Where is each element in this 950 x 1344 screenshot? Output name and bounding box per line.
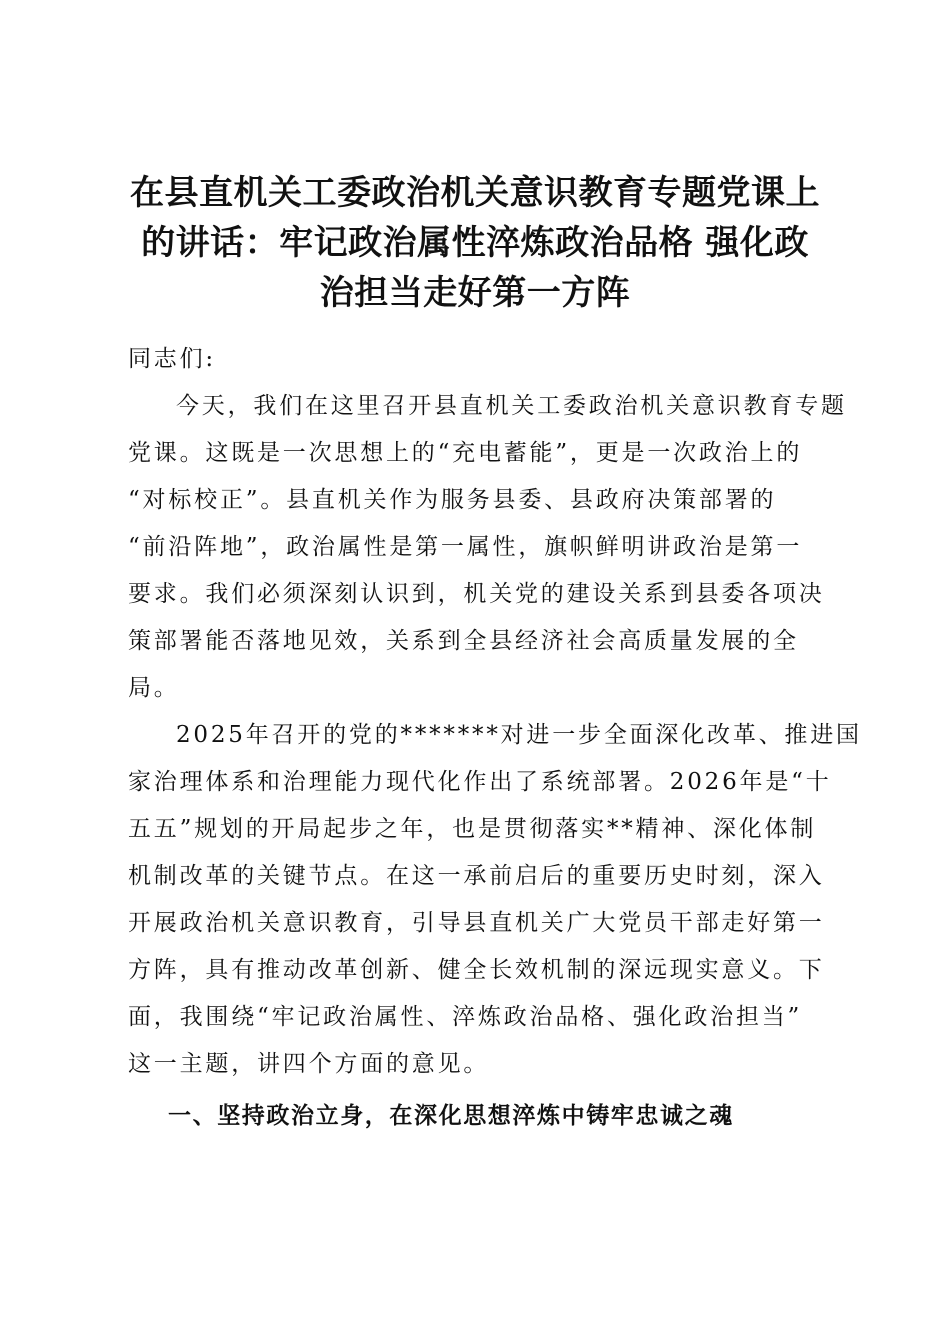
paragraph-1-line: 今天，我们在这里召开县直机关工委政治机关意识教育专题 xyxy=(176,393,847,419)
paragraph-2-line: 五五”规划的开局起步之年，也是贯彻落实**精神、深化体制 xyxy=(128,816,817,842)
title-line-1: 在县直机关工委政治机关意识教育专题党课上 xyxy=(130,173,820,213)
document-title xyxy=(110,168,840,318)
paragraph-2-line: 机制改革的关键节点。在这一承前启后的重要历史时刻，深入 xyxy=(128,863,825,889)
paragraph-2-line: 开展政治机关意识教育，引导县直机关广大党员干部走好第一 xyxy=(128,910,825,936)
title-line-2: 的讲话：牢记政治属性淬炼政治品格 强化政 xyxy=(141,223,809,263)
section-heading-1: 一、坚持政治立身，在深化思想淬炼中铸牢忠诚之魂 xyxy=(168,1103,734,1129)
document-body xyxy=(128,336,862,1140)
paragraph-2 xyxy=(128,712,862,1088)
paragraph-1 xyxy=(128,383,847,712)
title-line-3: 治担当走好第一方阵 xyxy=(319,273,631,313)
paragraph-1-line: 局。 xyxy=(128,675,180,701)
paragraph-1-line: 党课。这既是一次思想上的“充电蓄能”，更是一次政治上的 xyxy=(128,440,803,466)
paragraph-2-line: 面，我围绕“牢记政治属性、淬炼政治品格、强化政治担当” xyxy=(128,1004,803,1030)
paragraph-2-line: 这一主题，讲四个方面的意见。 xyxy=(128,1051,490,1077)
paragraph-1-line: “对标校正”。县直机关作为服务县委、县政府决策部署的 xyxy=(128,487,777,513)
paragraph-2-line: 2025年召开的党的*******对进一步全面深化改革、推进国 xyxy=(176,722,862,748)
paragraph-2-line: 方阵，具有推动改革创新、健全长效机制的深远现实意义。下 xyxy=(128,957,825,983)
paragraph-1-line: “前沿阵地”，政治属性是第一属性，旗帜鲜明讲政治是第一 xyxy=(128,534,803,560)
salutation: 同志们: xyxy=(128,346,216,372)
paragraph-1-line: 要求。我们必须深刻认识到，机关党的建设关系到县委各项决 xyxy=(128,581,825,607)
paragraph-1-line: 策部署能否落地见效，关系到全县经济社会高质量发展的全 xyxy=(128,628,799,654)
paragraph-2-line: 家治理体系和治理能力现代化作出了系统部署。2026年是“十 xyxy=(128,769,832,795)
